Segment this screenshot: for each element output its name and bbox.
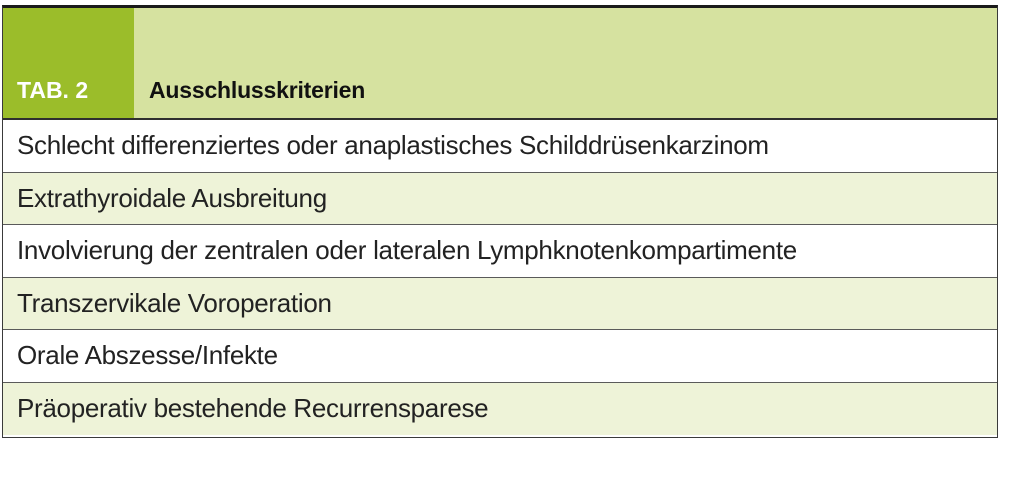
exclusion-criteria-table: [2, 5, 998, 438]
table-row: Extrathyroidale Ausbreitung: [3, 173, 997, 226]
table-number-label: TAB. 2: [3, 8, 134, 118]
table-row: Präoperativ bestehende Recurrensparese: [3, 383, 997, 436]
table-row: Schlecht differenziertes oder anaplastisches Schilddrüsenkarzinom: [3, 120, 997, 173]
table-row: Orale Abszesse/Infekte: [3, 330, 997, 383]
table-header: [3, 8, 997, 120]
table-row: Involvierung der zentralen oder lateralen Lymphknotenkompartimente: [3, 225, 997, 278]
table-title: Ausschlusskriterien: [149, 77, 366, 103]
table-row: Transzervikale Voroperation: [3, 278, 997, 331]
